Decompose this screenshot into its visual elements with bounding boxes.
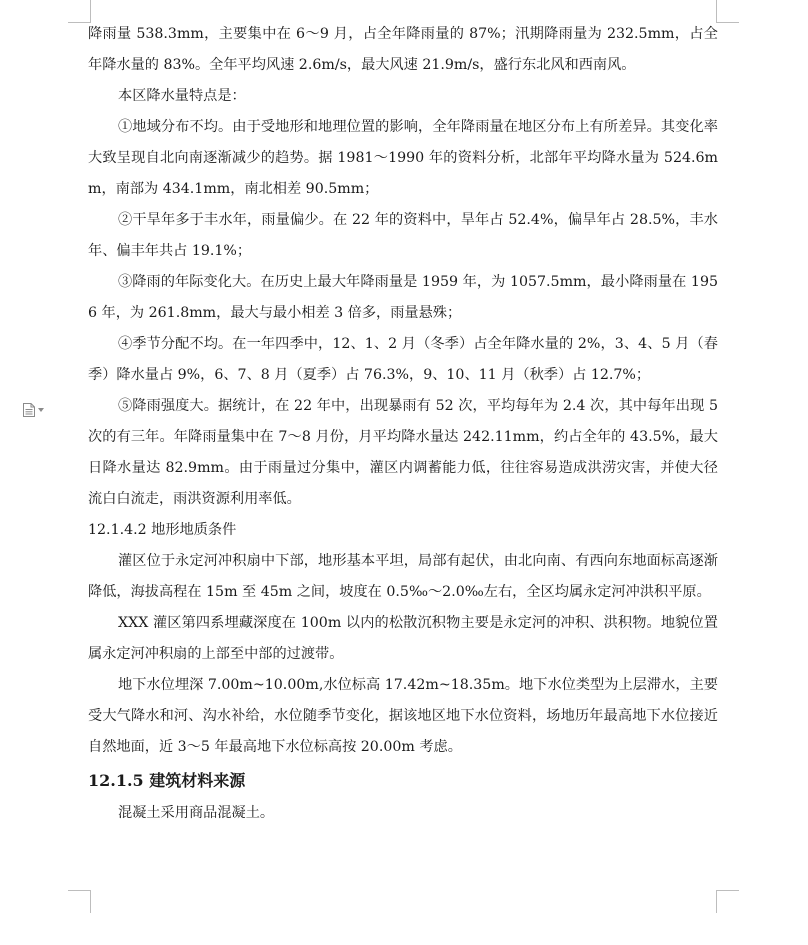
paragraph-menu-button[interactable] <box>22 401 50 419</box>
document-body <box>88 19 718 829</box>
paragraph: ④季节分配不均。在一年四季中，12、1、2 月（冬季）占全年降水量的 2%，3、4、5 月（春季）降水量占 9%，6、7、8 月（夏季）占 76.3%，9、10、11 月（秋季）占 12.7%； <box>88 336 718 383</box>
subheading: 12.1.4.2 地形地质条件 <box>88 522 237 538</box>
paragraph: 本区降水量特点是： <box>118 88 246 104</box>
document-icon <box>22 402 36 418</box>
paragraph: ②干旱年多于丰水年，雨量偏少。在 22 年的资料中，旱年占 52.4%，偏旱年占 28.5%，丰水年、偏丰年共占 19.1%； <box>88 212 718 259</box>
paragraph: 降雨量 538.3mm，主要集中在 6～9 月，占全年降雨量的 87%；汛期降雨量为 232.5mm，占全年降水量的 83%。全年平均风速 2.6m/s，最大风速 21.9m/s，盛行东北风和西南风。 <box>88 26 718 73</box>
paragraph: 地下水位埋深 7.00m~10.00m,水位标高 17.42m~18.35m。地下水位类型为上层滞水，主要受大气降水和河、沟水补给，水位随季节变化，据该地区地下水位资料，场地历年最高地下水位接近自然地面，近 3～5 年最高地下水位标高按 20.00m 考虑。 <box>88 677 718 755</box>
paragraph: 混凝土采用商品混凝土。 <box>118 805 275 821</box>
paragraph: ①地域分布不均。由于受地形和地理位置的影响，全年降雨量在地区分布上有所差异。其变化率大致呈现自北向南逐渐减少的趋势。据 1981～1990 年的资料分析，北部年平均降水量为 524.6mm，南部为 434.1mm，南北相差 90.5mm； <box>88 119 718 197</box>
paragraph: 灌区位于永定河冲积扇中下部，地形基本平坦，局部有起伏，由北向南、有西向东地面标高逐渐降低，海拔高程在 15m 至 45m 之间，坡度在 0.5‰～2.0‰左右，全区均属永定河冲洪积平原。 <box>88 553 718 600</box>
paragraph: ⑤降雨强度大。据统计，在 22 年中，出现暴雨有 52 次，平均每年为 2.4 次，其中每年出现 5 次的有三年。年降雨量集中在 7～8 月份，月平均降水量达 242.11mm，约占全年的 43.5%，最大日降水量达 82.9mm。由于雨量过分集中，灌区内调蓄能力低，往往容易造成洪涝灾害，并使大径流白白流走，雨洪资源利用率低。 <box>88 398 718 507</box>
crop-mark-bottom-right <box>716 890 739 913</box>
caret-down-icon <box>38 408 44 412</box>
section-heading: 12.1.5 建筑材料来源 <box>88 771 246 790</box>
crop-mark-top-right <box>716 0 739 23</box>
crop-mark-bottom-left <box>68 890 91 913</box>
paragraph: XXX 灌区第四系埋藏深度在 100m 以内的松散沉积物主要是永定河的冲积、洪积物。地貌位置属永定河冲积扇的上部至中部的过渡带。 <box>88 615 718 662</box>
paragraph: ③降雨的年际变化大。在历史上最大年降雨量是 1959 年，为 1057.5mm，最小降雨量在 1956 年，为 261.8mm，最大与最小相差 3 倍多，雨量悬殊； <box>88 274 718 321</box>
